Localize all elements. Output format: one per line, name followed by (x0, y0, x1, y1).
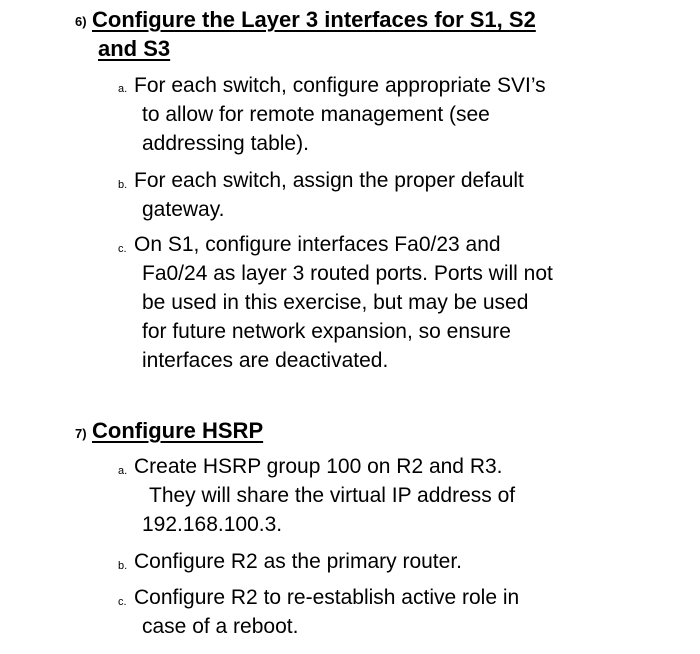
item-text-line: They will share the virtual IP address of (149, 484, 516, 507)
section-number: 7) (75, 426, 87, 441)
item-letter: b. (118, 560, 128, 572)
section-title-line-2: and S3 (98, 36, 171, 61)
item-text-line: gateway. (142, 198, 225, 221)
item-letter: a. (118, 83, 128, 95)
item-text-line: case of a reboot. (142, 615, 299, 638)
item-text-line: Configure R2 to re-establish active role in (134, 586, 520, 609)
item-text-line: for future network expansion, so ensure (142, 320, 511, 343)
item-text-line: Create HSRP group 100 on R2 and R3. (134, 455, 503, 478)
item-letter: a. (118, 465, 128, 477)
cropped-next-line (95, 646, 425, 654)
item-text-line: On S1, configure interfaces Fa0/23 and (134, 233, 501, 256)
section-title-line-1: Configure HSRP (92, 418, 264, 443)
item-text-line: For each switch, configure appropriate SVI’s (134, 74, 546, 97)
item-text-line: For each switch, assign the proper default (134, 169, 524, 192)
item-text-line: interfaces are deactivated. (142, 349, 389, 372)
item-letter: c. (118, 596, 127, 608)
item-letter: c. (118, 243, 127, 255)
item-text-line: Configure R2 as the primary router. (134, 550, 462, 573)
item-text-line: 192.168.100.3. (142, 513, 283, 536)
item-text-line: to allow for remote management (see (142, 103, 490, 126)
item-text-line: addressing table). (142, 132, 309, 155)
item-letter: b. (118, 179, 128, 191)
item-text-line: be used in this exercise, but may be used (142, 291, 529, 314)
section-title-line-1: Configure the Layer 3 interfaces for S1, S2 (92, 7, 536, 32)
section-number: 6) (75, 14, 87, 29)
item-text-line: Fa0/24 as layer 3 routed ports. Ports will not (142, 262, 553, 285)
